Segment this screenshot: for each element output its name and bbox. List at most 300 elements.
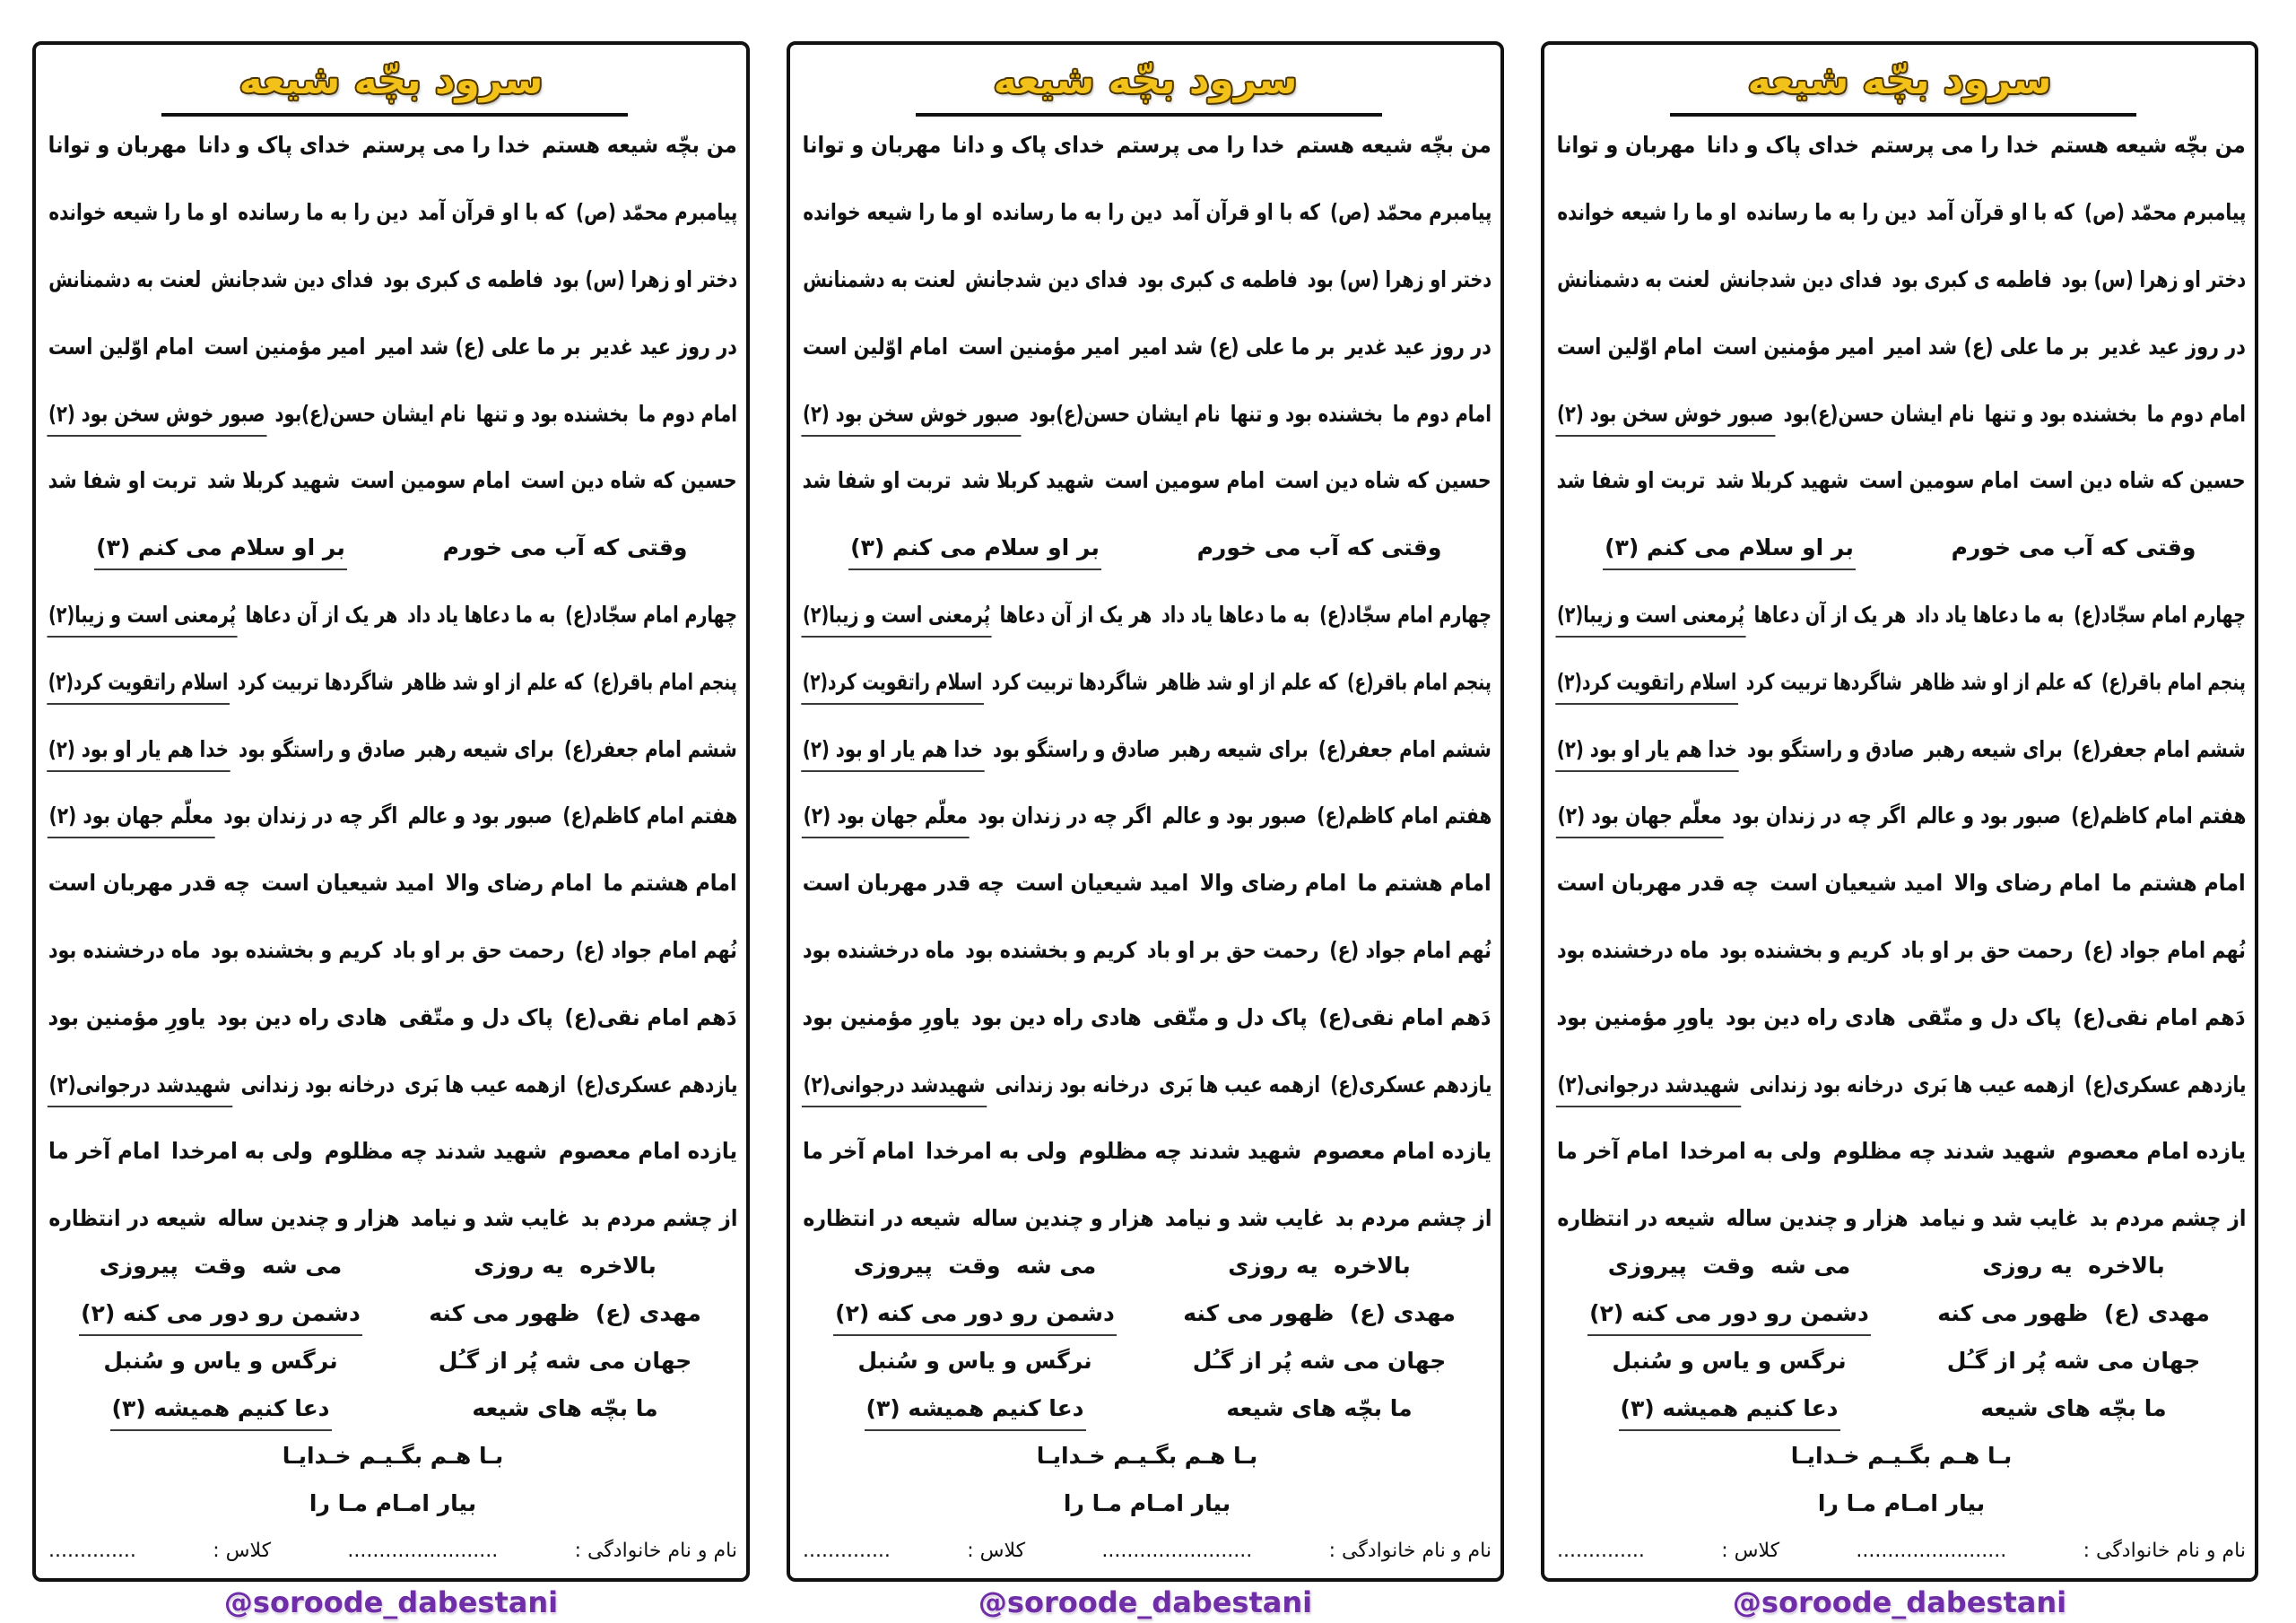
- verse-phrase: ازهمه عیب ها بَری: [404, 1071, 566, 1098]
- verse-phrase: درخانه بود زندانی: [1749, 1071, 1903, 1098]
- verse-phrase: نرگس و یاس و سُنبل: [103, 1347, 338, 1374]
- verse-phrase: ما بچّه های شیعه: [1226, 1394, 1413, 1421]
- verse-phrase: امیر مؤمنین است: [1712, 333, 1874, 360]
- repeat-phrase: پُرمعنی است و زیبا(۲): [1557, 600, 1744, 630]
- name-blank: ........................: [1101, 1539, 1253, 1562]
- verse-phrase: درخانه بود زندانی: [240, 1071, 395, 1098]
- verse-phrase: بر ما علی (ع) شد امیر: [1884, 333, 2090, 360]
- verse-phrase: یازده امام معصوم: [2066, 1138, 2246, 1165]
- verse-phrase: دین را به ما رسانده: [237, 199, 408, 226]
- verse-phrase: امید شیعیان است: [1015, 870, 1189, 897]
- verse-line: [48, 247, 737, 314]
- name-label: نام و نام خانوادگی :: [2083, 1539, 2246, 1562]
- verse-phrase: یازده امام معصوم: [1312, 1138, 1492, 1165]
- verse-phrase: امام دوم ما: [2146, 400, 2246, 427]
- verse-phrase: که علم از او شد ظاهر: [1157, 668, 1338, 695]
- verse-phrase: امام اوّلین است: [803, 333, 949, 360]
- verse-phrase: او ما را شیعه خوانده: [48, 199, 228, 226]
- closing-line: [1557, 1337, 2246, 1384]
- verse-phrase: برای شیعه رهبر: [1924, 735, 2063, 762]
- closing-line: [48, 1432, 737, 1480]
- verse-phrase: صادق و راستگو بود: [239, 735, 406, 762]
- verse-phrase: امام هشتم ما: [1357, 870, 1492, 897]
- repeat-phrase: معلّم جهان بود (۲): [1557, 801, 1721, 831]
- verse-phrase: ازهمه عیب ها بَری: [1912, 1071, 2074, 1098]
- verse-phrase: اگر چه در زندان بود: [1731, 803, 1906, 829]
- verse-phrase: وقتی که آب می خورم: [1951, 534, 2196, 561]
- verse-line: [48, 716, 737, 783]
- verse-phrase: صادق و راستگو بود: [1747, 735, 1915, 762]
- verse-phrase: پیامبرم محمّد (ص): [1329, 199, 1492, 226]
- verse-phrase: شهید کربلا شد: [207, 467, 341, 494]
- verse-phrase: چه قدر مهربان است: [803, 870, 1005, 897]
- verse-phrase: لعنت به دشمنانش: [803, 265, 956, 292]
- verse-phrase: حسین که شاه دین است: [1274, 467, 1492, 494]
- verse-phrase: به ما دعاها یاد داد: [1161, 601, 1310, 628]
- verse-block: [1557, 112, 2246, 1253]
- verse-phrase: نام ایشان حسن(ع)بود: [274, 400, 466, 427]
- verse-phrase: لعنت به دشمنانش: [48, 265, 202, 292]
- verse-phrase: ماه درخشنده بود: [1557, 936, 1709, 963]
- verse-line: [803, 1051, 1492, 1118]
- verse-phrase: بخشنده بود و تنها: [475, 400, 629, 427]
- verse-phrase: دین را به ما رسانده: [991, 199, 1162, 226]
- verse-line: [1557, 1118, 2246, 1185]
- verse-phrase: حسین که شاه دین است: [520, 467, 737, 494]
- verse-line: [1557, 313, 2246, 380]
- song-sheet: [1541, 41, 2258, 1582]
- verse-phrase: ششم امام جعفر(ع): [2073, 735, 2246, 762]
- closing-line: [48, 1289, 737, 1337]
- verse-phrase: یازدهم عسکری(ع): [1329, 1071, 1492, 1098]
- verse-phrase: شهید کربلا شد: [1716, 467, 1849, 494]
- repeat-phrase: صبور خوش سخن بود (۲): [803, 399, 1020, 430]
- verse-phrase: هادی راه دین بود: [217, 1003, 388, 1030]
- verse-line: [48, 179, 737, 247]
- verse-phrase: هر یک از آن دعاها: [1753, 601, 1907, 628]
- verse-phrase: کریم و بخشنده بود: [211, 936, 383, 963]
- verse-line: [48, 447, 737, 515]
- channel-handle: @soroode_dabestani: [978, 1585, 1313, 1619]
- verse-phrase: او ما را شیعه خوانده: [1557, 199, 1736, 226]
- verse-line: [48, 917, 737, 985]
- verse-line: [1557, 112, 2246, 179]
- verse-phrase: هزار و چندین ساله: [971, 1205, 1154, 1232]
- sheet-title: سرود بچّه شیعه: [1747, 57, 2052, 103]
- sheet-title: سرود بچّه شیعه: [993, 57, 1298, 103]
- verse-line: [803, 112, 1492, 179]
- closing-line: [1557, 1432, 2246, 1480]
- verse-phrase: هزار و چندین ساله: [217, 1205, 400, 1232]
- verse-line: [48, 783, 737, 850]
- verse-phrase: امام هشتم ما: [603, 870, 737, 897]
- verse-phrase: نُهم امام جواد (ع): [2083, 936, 2246, 963]
- verse-line: [1557, 179, 2246, 247]
- verse-phrase: پاک دل و متّقی: [1152, 1003, 1309, 1030]
- verse-phrase: وقتی که آب می خورم: [442, 534, 688, 561]
- verse-phrase: پیامبرم محمّد (ص): [575, 199, 737, 226]
- closing-line: [48, 1337, 737, 1384]
- verse-line: [803, 648, 1492, 716]
- verse-phrase: پنجم امام باقر(ع): [593, 668, 737, 695]
- repeat-phrase: دعا کنیم همیشه (۳): [866, 1393, 1084, 1424]
- verse-phrase: در روز عید غدیر: [591, 333, 737, 360]
- name-blank: ........................: [1856, 1539, 2007, 1562]
- verse-phrase: غایب شد و نیامد: [1164, 1205, 1325, 1232]
- verse-phrase: جهان می شه پُر از گـُل: [1946, 1347, 2201, 1374]
- verse-phrase: مهربان و توانا: [1557, 132, 1696, 159]
- verse-phrase: یاورِ مؤمنین بود: [1557, 1003, 1715, 1030]
- verse-phrase: ازهمه عیب ها بَری: [1158, 1071, 1320, 1098]
- verse-line: [803, 515, 1492, 582]
- class-blank: ..............: [803, 1539, 891, 1562]
- verse-line: [803, 850, 1492, 917]
- verse-line: [1557, 380, 2246, 447]
- verse-phrase: پاک دل و متّقی: [398, 1003, 554, 1030]
- verse-phrase: اگر چه در زندان بود: [977, 803, 1152, 829]
- class-label: کلاس :: [213, 1539, 272, 1562]
- verse-phrase: من بچّه شیعه هستم: [2050, 132, 2246, 159]
- verse-phrase: چه قدر مهربان است: [48, 870, 251, 897]
- verse-phrase: کریم و بخشنده بود: [1719, 936, 1892, 963]
- verse-line: [803, 313, 1492, 380]
- verse-phrase: امام سومین است: [351, 467, 511, 494]
- repeat-phrase: شهیدشد درجوانی(۲): [803, 1070, 985, 1100]
- verse-phrase: امید شیعیان است: [1770, 870, 1944, 897]
- closing-line: [803, 1432, 1492, 1480]
- verse-phrase: صبور بود و عالم: [1161, 803, 1307, 829]
- verse-phrase: شهید شدند چه مظلوم: [1832, 1138, 2057, 1165]
- verse-phrase: خدا را می پرستم: [361, 132, 531, 159]
- verse-phrase: مهربان و توانا: [48, 132, 187, 159]
- repeat-phrase: پُرمعنی است و زیبا(۲): [48, 600, 236, 630]
- verse-phrase: او ما را شیعه خوانده: [803, 199, 982, 226]
- repeat-phrase: دشمن رو دور می کنه (۲): [835, 1298, 1115, 1329]
- name-blank: ........................: [347, 1539, 499, 1562]
- verse-phrase: بالاخره یه روزی: [474, 1252, 657, 1279]
- verse-phrase: می شه وقت پیروزی: [99, 1252, 343, 1279]
- verse-phrase: بیار امـام مـا را: [1817, 1489, 1986, 1516]
- verse-phrase: امام سومین است: [1859, 467, 2020, 494]
- verse-phrase: مهدی (ع) ظهور می کنه: [1937, 1299, 2210, 1326]
- verse-phrase: امام دوم ما: [1392, 400, 1492, 427]
- verse-phrase: هفتم امام کاظم(ع): [2070, 803, 2246, 829]
- verse-phrase: خدای پاک و دانا: [1707, 132, 1860, 159]
- class-blank: ..............: [1557, 1539, 1645, 1562]
- verse-line: [48, 1118, 737, 1185]
- verse-phrase: بخشنده بود و تنها: [1984, 400, 2137, 427]
- repeat-phrase: بر او سلام می کنم (۳): [96, 533, 345, 563]
- verse-phrase: صادق و راستگو بود: [993, 735, 1161, 762]
- verse-line: [1557, 917, 2246, 985]
- verse-phrase: دختر او زهرا (س) بود: [552, 265, 737, 292]
- song-sheet: [32, 41, 750, 1582]
- repeat-phrase: خدا هم یار او بود (۲): [1557, 734, 1737, 765]
- closing-line: [48, 1384, 737, 1432]
- verse-phrase: امیر مؤمنین است: [204, 333, 366, 360]
- repeat-phrase: خدا هم یار او بود (۲): [803, 734, 983, 765]
- verse-phrase: خدا را می پرستم: [1116, 132, 1285, 159]
- verse-phrase: وقتی که آب می خورم: [1196, 534, 1442, 561]
- verse-phrase: به ما دعاها یاد داد: [406, 601, 556, 628]
- verse-phrase: شیعه در انتظاره: [48, 1205, 206, 1232]
- verse-phrase: شیعه در انتظاره: [1557, 1205, 1715, 1232]
- verse-phrase: شاگردها تربیت کرد: [991, 668, 1148, 695]
- verse-phrase: چهارم امام سجّاد(ع): [1319, 601, 1492, 628]
- verse-phrase: ششم امام جعفر(ع): [564, 735, 737, 762]
- verse-phrase: از چشم مردم بد: [1335, 1205, 1492, 1232]
- verse-line: [1557, 447, 2246, 515]
- verse-block: [803, 112, 1492, 1253]
- verse-phrase: می شه وقت پیروزی: [1607, 1252, 1851, 1279]
- verse-phrase: صبور بود و عالم: [1916, 803, 2061, 829]
- verse-phrase: فدای دین شدجانش: [964, 265, 1128, 292]
- name-label: نام و نام خانوادگی :: [1328, 1539, 1492, 1562]
- verse-phrase: فدای دین شدجانش: [210, 265, 374, 292]
- verse-phrase: چهارم امام سجّاد(ع): [565, 601, 737, 628]
- verse-phrase: هزار و چندین ساله: [1726, 1205, 1909, 1232]
- verse-phrase: هفتم امام کاظم(ع): [561, 803, 737, 829]
- verse-phrase: خدای پاک و دانا: [198, 132, 352, 159]
- student-info-line: [803, 1532, 1492, 1568]
- verse-phrase: رحمت حق بر او باد: [392, 936, 565, 963]
- class-label: کلاس :: [967, 1539, 1026, 1562]
- verse-line: [48, 112, 737, 179]
- verse-line: [48, 582, 737, 649]
- repeat-phrase: دشمن رو دور می کنه (۲): [1589, 1298, 1869, 1329]
- verse-phrase: چهارم امام سجّاد(ع): [2074, 601, 2246, 628]
- repeat-phrase: دعا کنیم همیشه (۳): [1621, 1393, 1839, 1424]
- verse-line: [48, 648, 737, 716]
- verse-phrase: بـا هـم بگـیـم خـدایـا: [282, 1442, 504, 1469]
- verse-phrase: درخانه بود زندانی: [995, 1071, 1149, 1098]
- verse-phrase: فاطمه ی کبری بود: [1892, 265, 2052, 292]
- verse-phrase: امام دوم ما: [638, 400, 737, 427]
- verse-line: [1557, 783, 2246, 850]
- verse-line: [48, 380, 737, 447]
- closing-line: [1557, 1242, 2246, 1289]
- verse-phrase: حسین که شاه دین است: [2029, 467, 2246, 494]
- class-blank: ..............: [48, 1539, 136, 1562]
- verse-line: [1557, 984, 2246, 1051]
- verse-phrase: شاگردها تربیت کرد: [237, 668, 394, 695]
- verse-phrase: بـا هـم بگـیـم خـدایـا: [1790, 1442, 2013, 1469]
- verse-phrase: امام سومین است: [1105, 467, 1265, 494]
- verse-phrase: شهید شدند چه مظلوم: [324, 1138, 548, 1165]
- closing-line: [803, 1337, 1492, 1384]
- verse-phrase: بالاخره یه روزی: [1982, 1252, 2165, 1279]
- verse-phrase: امام اوّلین است: [1557, 333, 1703, 360]
- verse-line: [803, 783, 1492, 850]
- closing-line: [1557, 1384, 2246, 1432]
- verse-phrase: من بچّه شیعه هستم: [542, 132, 737, 159]
- sheet-column: [1541, 41, 2258, 1621]
- verse-phrase: لعنت به دشمنانش: [1557, 265, 1710, 292]
- closing-line: [803, 1384, 1492, 1432]
- verse-phrase: شهید شدند چه مظلوم: [1078, 1138, 1302, 1165]
- verse-phrase: ما بچّه های شیعه: [472, 1394, 658, 1421]
- sheet-column: [32, 41, 750, 1621]
- verse-phrase: امام آخر ما: [1557, 1138, 1669, 1165]
- verse-phrase: می شه وقت پیروزی: [853, 1252, 1097, 1279]
- repeat-phrase: اسلام راتقویت کرد(۲): [48, 667, 229, 698]
- verse-phrase: رحمت حق بر او باد: [1900, 936, 2074, 963]
- verse-phrase: ما بچّه های شیعه: [1980, 1394, 2167, 1421]
- verse-phrase: من بچّه شیعه هستم: [1296, 132, 1492, 159]
- verse-phrase: فاطمه ی کبری بود: [1137, 265, 1298, 292]
- verse-phrase: یازدهم عسکری(ع): [575, 1071, 737, 1098]
- verse-phrase: نُهم امام جواد (ع): [1329, 936, 1492, 963]
- verse-phrase: از چشم مردم بد: [2089, 1205, 2246, 1232]
- verse-phrase: پنجم امام باقر(ع): [1347, 668, 1492, 695]
- repeat-phrase: صبور خوش سخن بود (۲): [48, 399, 265, 430]
- verse-line: [1557, 582, 2246, 649]
- verse-phrase: نرگس و یاس و سُنبل: [1612, 1347, 1847, 1374]
- verse-phrase: هادی راه دین بود: [1726, 1003, 1897, 1030]
- verse-phrase: اگر چه در زندان بود: [222, 803, 397, 829]
- verse-phrase: ولی به امرخدا: [171, 1138, 313, 1165]
- verse-phrase: دَهم امام نقی(ع): [1318, 1003, 1492, 1030]
- verse-phrase: که با او قرآن آمد: [1171, 199, 1320, 226]
- verse-phrase: بخشنده بود و تنها: [1230, 400, 1383, 427]
- verse-phrase: مهدی (ع) ظهور می کنه: [1183, 1299, 1456, 1326]
- repeat-phrase: صبور خوش سخن بود (۲): [1557, 399, 1774, 430]
- class-label: کلاس :: [1721, 1539, 1780, 1562]
- verse-line: [48, 850, 737, 917]
- verse-phrase: تربت او شفا شد: [1557, 467, 1706, 494]
- verse-phrase: تربت او شفا شد: [48, 467, 197, 494]
- repeat-phrase: اسلام راتقویت کرد(۲): [1557, 667, 1737, 698]
- song-sheet: [787, 41, 1504, 1582]
- repeat-phrase: معلّم جهان بود (۲): [803, 801, 967, 831]
- verse-line: [1557, 850, 2246, 917]
- verse-phrase: پنجم امام باقر(ع): [2101, 668, 2246, 695]
- closing-line: [803, 1480, 1492, 1527]
- verse-phrase: بر ما علی (ع) شد امیر: [376, 333, 581, 360]
- closing-block: [48, 1242, 737, 1527]
- repeat-phrase: معلّم جهان بود (۲): [48, 801, 213, 831]
- verse-phrase: هر یک از آن دعاها: [999, 601, 1152, 628]
- student-info-line: [48, 1532, 737, 1568]
- repeat-phrase: اسلام راتقویت کرد(۲): [803, 667, 983, 698]
- verse-phrase: یازدهم عسکری(ع): [2083, 1071, 2246, 1098]
- closing-line: [48, 1242, 737, 1289]
- verse-line: [803, 984, 1492, 1051]
- verse-phrase: نام ایشان حسن(ع)بود: [1029, 400, 1221, 427]
- sheet-column: [787, 41, 1504, 1621]
- verse-phrase: دختر او زهرا (س) بود: [2061, 265, 2246, 292]
- closing-line: [48, 1480, 737, 1527]
- verse-phrase: پیامبرم محمّد (ص): [2083, 199, 2246, 226]
- verse-line: [1557, 716, 2246, 783]
- closing-line: [1557, 1480, 2246, 1527]
- student-info-line: [1557, 1532, 2246, 1568]
- verse-phrase: نُهم امام جواد (ع): [575, 936, 737, 963]
- verse-phrase: خدای پاک و دانا: [952, 132, 1106, 159]
- verse-phrase: شاگردها تربیت کرد: [1745, 668, 1902, 695]
- verse-phrase: یاورِ مؤمنین بود: [48, 1003, 206, 1030]
- verse-phrase: امام رضای والا: [446, 870, 593, 897]
- verse-phrase: بر ما علی (ع) شد امیر: [1130, 333, 1335, 360]
- verse-phrase: بالاخره یه روزی: [1228, 1252, 1411, 1279]
- repeat-phrase: پُرمعنی است و زیبا(۲): [803, 600, 990, 630]
- closing-line: [803, 1242, 1492, 1289]
- verse-line: [803, 917, 1492, 985]
- verse-phrase: برای شیعه رهبر: [1170, 735, 1309, 762]
- verse-phrase: فاطمه ی کبری بود: [383, 265, 544, 292]
- closing-block: [803, 1242, 1492, 1527]
- verse-phrase: از چشم مردم بد: [580, 1205, 737, 1232]
- repeat-phrase: خدا هم یار او بود (۲): [48, 734, 229, 765]
- verse-phrase: شهید کربلا شد: [961, 467, 1095, 494]
- verse-phrase: بـا هـم بگـیـم خـدایـا: [1036, 1442, 1258, 1469]
- closing-line: [1557, 1289, 2246, 1337]
- verse-phrase: امام رضای والا: [1200, 870, 1347, 897]
- verse-phrase: در روز عید غدیر: [1345, 333, 1492, 360]
- verse-phrase: امیر مؤمنین است: [958, 333, 1120, 360]
- verse-phrase: که با او قرآن آمد: [417, 199, 566, 226]
- verse-phrase: صبور بود و عالم: [407, 803, 552, 829]
- verse-phrase: امید شیعیان است: [261, 870, 435, 897]
- closing-block: [1557, 1242, 2246, 1527]
- verse-line: [803, 582, 1492, 649]
- verse-phrase: ماه درخشنده بود: [48, 936, 201, 963]
- verse-phrase: برای شیعه رهبر: [415, 735, 554, 762]
- verse-phrase: یازده امام معصوم: [558, 1138, 737, 1165]
- verse-phrase: به ما دعاها یاد داد: [1915, 601, 2065, 628]
- verse-line: [48, 515, 737, 582]
- verse-phrase: هر یک از آن دعاها: [245, 601, 398, 628]
- repeat-phrase: شهیدشد درجوانی(۲): [48, 1070, 230, 1100]
- verse-phrase: خدا را می پرستم: [1870, 132, 2039, 159]
- sheet-title: سرود بچّه شیعه: [239, 57, 544, 103]
- verse-line: [803, 247, 1492, 314]
- verse-line: [48, 313, 737, 380]
- verse-line: [803, 380, 1492, 447]
- verse-block: [48, 112, 737, 1253]
- verse-line: [803, 179, 1492, 247]
- verse-phrase: یاورِ مؤمنین بود: [803, 1003, 961, 1030]
- repeat-phrase: دشمن رو دور می کنه (۲): [81, 1298, 361, 1329]
- verse-phrase: ششم امام جعفر(ع): [1318, 735, 1492, 762]
- repeat-phrase: بر او سلام می کنم (۳): [850, 533, 1100, 563]
- verse-phrase: امام اوّلین است: [48, 333, 195, 360]
- verse-phrase: ولی به امرخدا: [1680, 1138, 1822, 1165]
- verse-phrase: هادی راه دین بود: [971, 1003, 1143, 1030]
- verse-phrase: غایب شد و نیامد: [410, 1205, 570, 1232]
- verse-phrase: کریم و بخشنده بود: [965, 936, 1137, 963]
- verse-phrase: نرگس و یاس و سُنبل: [857, 1347, 1092, 1374]
- verse-phrase: امام هشتم ما: [2111, 870, 2246, 897]
- verse-phrase: مهربان و توانا: [803, 132, 942, 159]
- verse-phrase: که علم از او شد ظاهر: [1911, 668, 2092, 695]
- verse-phrase: که با او قرآن آمد: [1926, 199, 2074, 226]
- verse-phrase: مهدی (ع) ظهور می کنه: [429, 1299, 701, 1326]
- verse-line: [803, 1118, 1492, 1185]
- verse-phrase: ولی به امرخدا: [926, 1138, 1067, 1165]
- verse-line: [1557, 247, 2246, 314]
- verse-line: [1557, 515, 2246, 582]
- verse-phrase: جهان می شه پُر از گـُل: [438, 1347, 692, 1374]
- verse-phrase: غایب شد و نیامد: [1918, 1205, 2079, 1232]
- name-label: نام و نام خانوادگی :: [574, 1539, 737, 1562]
- verse-line: [803, 447, 1492, 515]
- repeat-phrase: شهیدشد درجوانی(۲): [1557, 1070, 1739, 1100]
- verse-phrase: رحمت حق بر او باد: [1146, 936, 1319, 963]
- verse-phrase: شیعه در انتظاره: [803, 1205, 961, 1232]
- verse-phrase: تربت او شفا شد: [803, 467, 952, 494]
- verse-line: [48, 1051, 737, 1118]
